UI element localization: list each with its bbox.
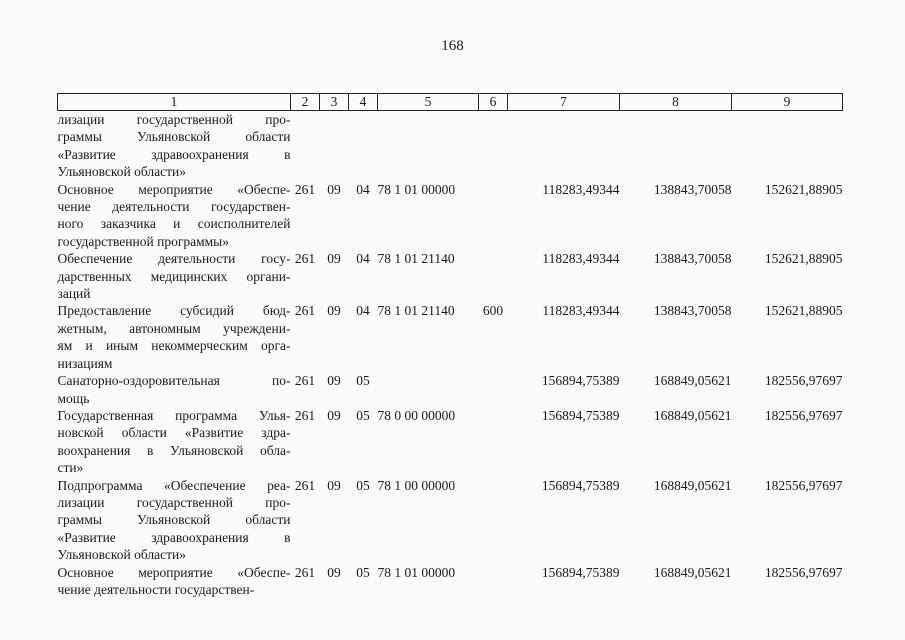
description-line: граммы Ульяновской области xyxy=(57,129,291,145)
code-target: 78 0 00 00000 xyxy=(377,407,456,423)
description-line: Подпрограмма «Обеспечение реа- xyxy=(57,477,291,493)
row-description xyxy=(58,181,291,251)
amount-year-3: 182556,97697 xyxy=(764,564,843,580)
description-line: ям и иным некоммерческим орга- xyxy=(57,338,291,354)
table-row xyxy=(58,477,843,564)
code-expense-type xyxy=(479,564,508,599)
amount-year-2: 168849,05621 xyxy=(653,373,732,389)
description-line: Основное мероприятие «Обеспе- xyxy=(57,564,291,580)
description-line: низациям xyxy=(57,355,113,371)
amount-year-2: 138843,70058 xyxy=(653,303,732,319)
amount-year-3 xyxy=(732,111,843,181)
description-line: «Развитие здравоохранения в xyxy=(57,529,291,545)
description-line: воохранения в Ульяновской обла- xyxy=(57,442,291,458)
column-header-2: 2 xyxy=(291,94,320,111)
description-line: Ульяновской области» xyxy=(57,547,187,563)
code-expense-type xyxy=(479,181,508,251)
row-description xyxy=(58,477,291,564)
table-row xyxy=(58,564,843,599)
row-description xyxy=(58,302,291,372)
code-expense-type: 600 xyxy=(482,303,504,319)
code-section xyxy=(320,111,349,181)
amount-year-3: 182556,97697 xyxy=(764,373,843,389)
code-subsection: 05 xyxy=(356,407,370,423)
amount-year-3: 152621,88905 xyxy=(764,251,843,267)
amount-year-1: 118283,49344 xyxy=(542,181,620,197)
code-target: 78 1 01 00000 xyxy=(377,564,456,580)
description-line: жетным, автономным учреждени- xyxy=(57,320,291,336)
description-line: мощь xyxy=(57,390,90,406)
code-expense-type xyxy=(479,407,508,477)
description-line: Предоставление субсидий бюд- xyxy=(57,303,291,319)
code-ministry: 261 xyxy=(294,564,316,580)
amount-year-1: 156894,75389 xyxy=(541,407,620,423)
column-header-3: 3 xyxy=(320,94,349,111)
amount-year-3: 152621,88905 xyxy=(764,303,843,319)
code-ministry: 261 xyxy=(294,477,316,493)
column-header-5: 5 xyxy=(378,94,479,111)
amount-year-1: 118283,49344 xyxy=(542,251,620,267)
row-description xyxy=(58,372,291,407)
code-subsection: 05 xyxy=(356,564,370,580)
amount-year-3: 182556,97697 xyxy=(764,407,843,423)
code-target: 78 1 01 21140 xyxy=(377,303,455,319)
amount-year-1: 156894,75389 xyxy=(541,477,620,493)
description-line: лизации государственной про- xyxy=(57,494,291,510)
code-target xyxy=(378,111,479,181)
table-body xyxy=(58,111,843,599)
code-target: 78 1 01 21140 xyxy=(377,251,455,267)
amount-year-3: 182556,97697 xyxy=(764,477,843,493)
column-header-4: 4 xyxy=(349,94,378,111)
code-ministry: 261 xyxy=(294,251,316,267)
code-section: 09 xyxy=(327,373,341,389)
page-number: 168 xyxy=(441,38,464,54)
description-line: чение деятельности государствен- xyxy=(57,581,255,597)
code-ministry: 261 xyxy=(294,181,316,197)
code-ministry xyxy=(291,111,320,181)
code-subsection: 05 xyxy=(356,477,370,493)
table-row xyxy=(58,250,843,302)
code-expense-type xyxy=(479,250,508,302)
table-row xyxy=(58,372,843,407)
table-row xyxy=(58,302,843,372)
description-line: Государственная программа Улья- xyxy=(57,407,291,423)
amount-year-2 xyxy=(620,111,732,181)
amount-year-1: 118283,49344 xyxy=(542,303,620,319)
description-line: государственной программы» xyxy=(57,233,229,249)
row-description xyxy=(58,564,291,599)
code-expense-type xyxy=(479,372,508,407)
row-description xyxy=(58,250,291,302)
code-section: 09 xyxy=(327,181,341,197)
code-subsection xyxy=(349,111,378,181)
code-subsection: 04 xyxy=(356,303,370,319)
code-section: 09 xyxy=(327,564,341,580)
amount-year-2: 168849,05621 xyxy=(653,477,732,493)
code-ministry: 261 xyxy=(294,303,316,319)
amount-year-2: 138843,70058 xyxy=(653,181,732,197)
code-section: 09 xyxy=(327,477,341,493)
row-description xyxy=(58,407,291,477)
header-row xyxy=(58,94,843,111)
amount-year-1 xyxy=(508,111,620,181)
description-line: чение деятельности государствен- xyxy=(57,199,291,215)
description-line: Санаторно-оздоровительная по- xyxy=(57,373,291,389)
code-target: 78 1 00 00000 xyxy=(377,477,456,493)
code-section: 09 xyxy=(327,303,341,319)
description-line: новской области «Развитие здра- xyxy=(57,425,291,441)
description-line: граммы Ульяновской области xyxy=(57,512,291,528)
amount-year-1: 156894,75389 xyxy=(541,373,620,389)
column-header-7: 7 xyxy=(508,94,620,111)
code-ministry: 261 xyxy=(294,407,316,423)
description-line: Основное мероприятие «Обеспе- xyxy=(57,181,291,197)
amount-year-2: 168849,05621 xyxy=(653,407,732,423)
description-line: сти» xyxy=(57,460,84,476)
column-header-1: 1 xyxy=(58,94,291,111)
description-line: Обеспечение деятельности госу- xyxy=(57,251,291,267)
code-expense-type xyxy=(479,111,508,181)
description-line: лизации государственной про- xyxy=(57,112,291,127)
code-subsection: 04 xyxy=(356,181,370,197)
table-row xyxy=(58,181,843,251)
code-section: 09 xyxy=(327,251,341,267)
column-header-6: 6 xyxy=(479,94,508,111)
table-row xyxy=(58,111,843,181)
column-header-8: 8 xyxy=(620,94,732,111)
description-line: «Развитие здравоохранения в xyxy=(57,146,291,162)
code-ministry: 261 xyxy=(294,373,316,389)
code-expense-type xyxy=(479,477,508,564)
code-subsection: 05 xyxy=(356,373,370,389)
description-line: заций xyxy=(57,286,91,302)
description-line: ного заказчика и соисполнителей xyxy=(57,216,291,232)
code-section: 09 xyxy=(327,407,341,423)
table-row xyxy=(58,407,843,477)
column-header-9: 9 xyxy=(732,94,843,111)
budget-table xyxy=(57,93,843,598)
amount-year-2: 138843,70058 xyxy=(653,251,732,267)
amount-year-1: 156894,75389 xyxy=(541,564,620,580)
code-subsection: 04 xyxy=(356,251,370,267)
description-line: Ульяновской области» xyxy=(57,164,187,180)
amount-year-2: 168849,05621 xyxy=(653,564,732,580)
row-description xyxy=(58,111,291,181)
code-target: 78 1 01 00000 xyxy=(377,181,456,197)
code-target xyxy=(378,372,479,407)
description-line: дарственных медицинских органи- xyxy=(57,268,291,284)
amount-year-3: 152621,88905 xyxy=(764,181,843,197)
